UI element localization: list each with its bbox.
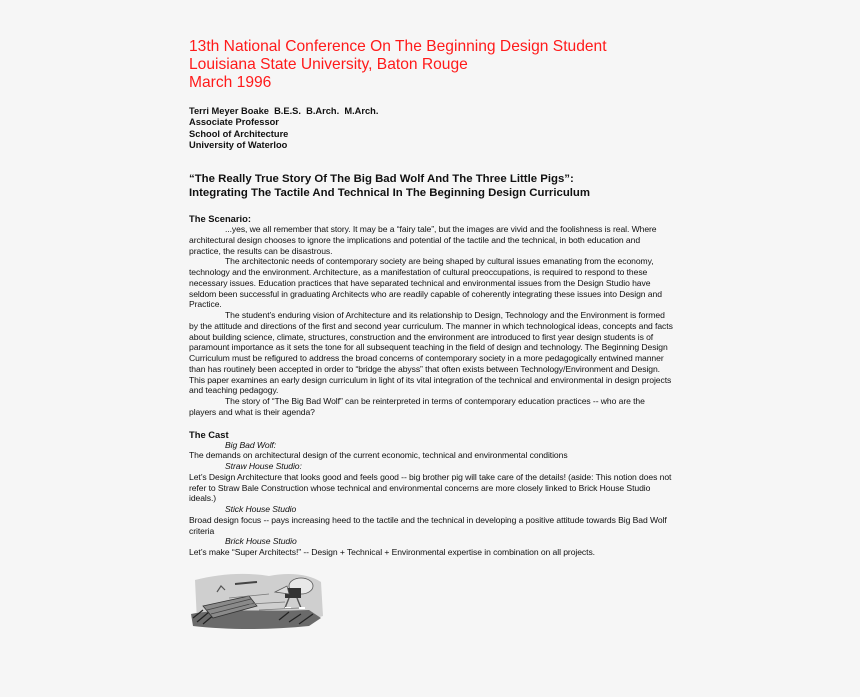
scenario-section xyxy=(189,224,673,418)
pig-running-illustration xyxy=(189,568,326,632)
cast-role-description: The demands on architectural design of the current economic, technical and environmental conditions xyxy=(189,450,568,461)
conference-date: March 1996 xyxy=(189,74,272,91)
cast-role-name: Straw House Studio: xyxy=(225,461,302,472)
scenario-paragraph-4: The story of “The Big Bad Wolf” can be reinterpreted in terms of contemporary education practices -- who are the players and what is their agenda? xyxy=(189,396,645,417)
cast-role-description: Broad design focus -- pays increasing heed to the tactile and the technical in developing a positive attitude towards Big Bad Wolf criteria xyxy=(189,514,667,536)
conference-header xyxy=(189,38,673,92)
cast-role-name: Stick House Studio xyxy=(225,504,297,515)
author-title: Associate Professor xyxy=(189,117,279,128)
paper-title-line-2: Integrating The Tactile And Technical In The Beginning Design Curriculum xyxy=(189,187,591,200)
author-name: Terri Meyer Boake B.E.S. B.Arch. M.Arch. xyxy=(189,106,379,116)
author-institution: University of Waterloo xyxy=(189,139,288,150)
paper-title xyxy=(189,172,673,200)
conference-venue: Louisiana State University, Baton Rouge xyxy=(189,56,468,73)
conference-name: 13th National Conference On The Beginning Design Student xyxy=(189,38,607,55)
paper-title-line-1: “The Really True Story Of The Big Bad Wolf And The Three Little Pigs”: xyxy=(189,173,574,186)
cast-role-name: Brick House Studio xyxy=(225,536,297,547)
scenario-paragraph-1: ...yes, we all remember that story. It may be a “fairy tale”, but the images are vivid and the foolishness is real. Where architectural design chooses to ignore the implications and potential of the tactile and the technical, in both education and practice, the results can be disastrous. xyxy=(189,224,657,256)
document-page xyxy=(189,38,673,632)
author-block xyxy=(189,106,673,151)
scenario-paragraph-2: The architectonic needs of contemporary society are being shaped by cultural issues emanating from the economy, technology and the environment. Architecture, as a manifestation of cultural preoccupations, is required to respond to these necessary issues. Education practices that have separated technical and environmental issues from the Design Studio have seldom been successful in graduating Architects who are readily capable of coherently integrating these issues into Design and Practice. xyxy=(189,256,662,310)
cast-section xyxy=(189,440,673,558)
scenario-heading: The Scenario: xyxy=(189,213,251,225)
cast-role-description: Let’s Design Architecture that looks good and feels good -- big brother pig will take care of the details! (aside: This notion does not refer to Straw Bale Construction whose technical and environmental concerns are more closely linked to Brick House Studio ideals.) xyxy=(189,471,672,504)
author-department: School of Architecture xyxy=(189,128,289,139)
scenario-paragraph-3: The student’s enduring vision of Architecture and its relationship to Design, Technology and the Environment is formed by the attitude and directions of the first and second year curriculum. The manner in which technological ideas, concepts and facts about building science, climate, structures, construction and the environment are introduced to first year design students is of paramount importance as it sets the tone for all subsequent teaching in the field of design and technology. The Beginning Design Curriculum must be refigured to address the broad concerns of contemporary society in a more pedagogically entwined manner than has routinely been accepted in order to “bridge the abyss” that often exists between Technology/Environment and Design. This paper examines an early design curriculum in light of its vital integration of the technical and environmental in design projects and teaching pedagogy. xyxy=(189,310,673,396)
cast-role-name: Big Bad Wolf: xyxy=(225,439,277,450)
cast-role-description: Let’s make “Super Architects!” -- Design + Technical + Environmental expertise in combination on all projects. xyxy=(189,547,595,558)
cast-heading: The Cast xyxy=(189,428,229,440)
